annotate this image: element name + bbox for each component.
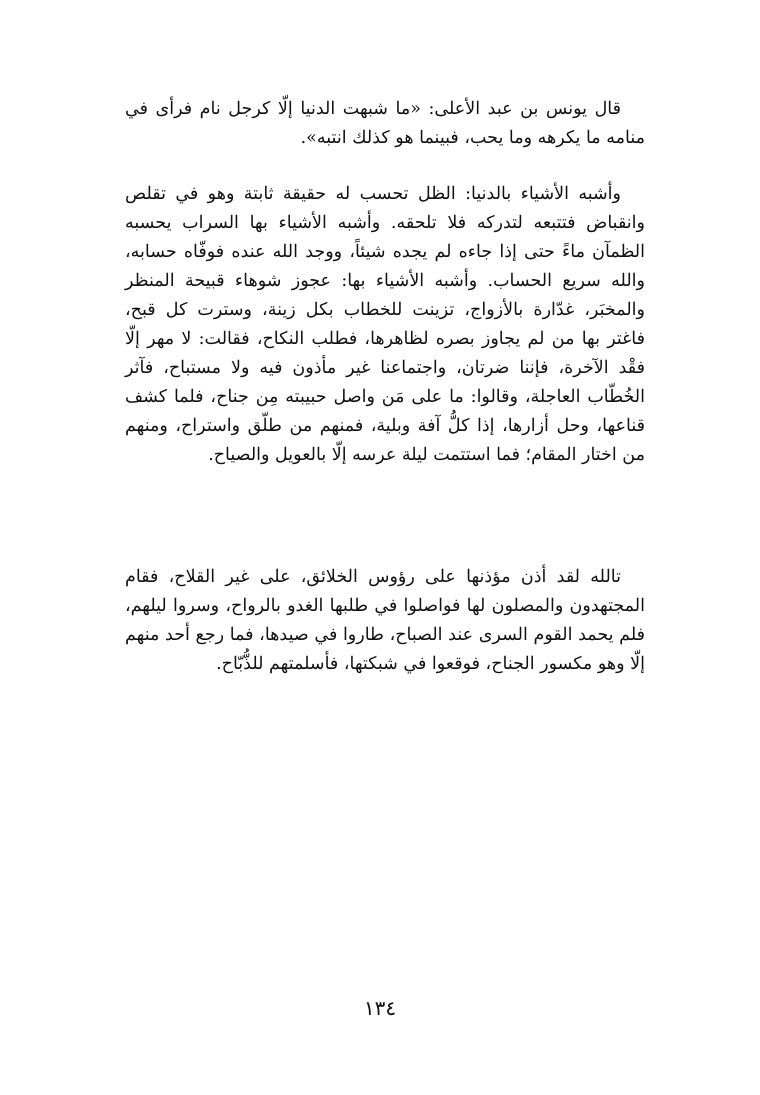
paragraph-text: وأشبه الأشياء بالدنيا: الظل تحسب له حقيقة ثابتة وهو في تقلص وانقباض فتتبعه لتدركه فلا تلحقه. وأشبه الأشياء بها السراب يحسبه الظمآن ماءً حتى إذا جاءه لم يجده شيئاً، ووجد الله عنده فوفّاه حسابه، والله سريع الحساب. وأشبه الأشياء بها: عجوز شوهاء قبيحة المنظر والمخبَر، غدّارة بالأزواج، تزينت للخطاب بكل زينة، وسترت كل قبح، فاغتر بها من لم يجاوز بصره لظاهرها، فطلب النكاح، فقالت: لا مهر إلّا فقْد الآخرة، فإننا ضرتان، واجتماعنا غير مأذون فيه ولا مستباح، فآثر الخُطّاب العاجلة، وقالوا: ما على مَن واصل حبيبته مِن جناح، فلما كشف قناعها، وحل أزارها، إذا كلُّ آفة وبلية، فمنهم من طلّق واستراح، ومنهم من اختار المقام؛ فما استتمت ليلة عرسه إلّا بالعويل والصياح. xyxy=(125,184,645,465)
paragraph-2 xyxy=(125,180,645,470)
paragraph-text: تالله لقد أذن مؤذنها على رؤوس الخلائق، على غير القلاح، فقام المجتهدون والمصلون لها فواصلوا في طلبها الغدو بالرواح، وسروا ليلهم، فلم يحمد القوم السرى عند الصباح، طاروا في صيدها، فما رجع أحد منهم إلّا وهو مكسور الجناح، فوقعوا في شبكتها، فأسلمتهم للذُّبّاح. xyxy=(125,567,645,674)
page-number: ١٣٤ xyxy=(363,996,397,1020)
paragraph-3 xyxy=(125,563,645,679)
paragraph-text: قال يونس بن عبد الأعلى: «ما شبهت الدنيا إلّا كرجل نام فرأى في منامه ما يكرهه وما يحب، فبينما هو كذلك انتبه». xyxy=(125,99,645,148)
paragraph-1 xyxy=(125,95,645,153)
